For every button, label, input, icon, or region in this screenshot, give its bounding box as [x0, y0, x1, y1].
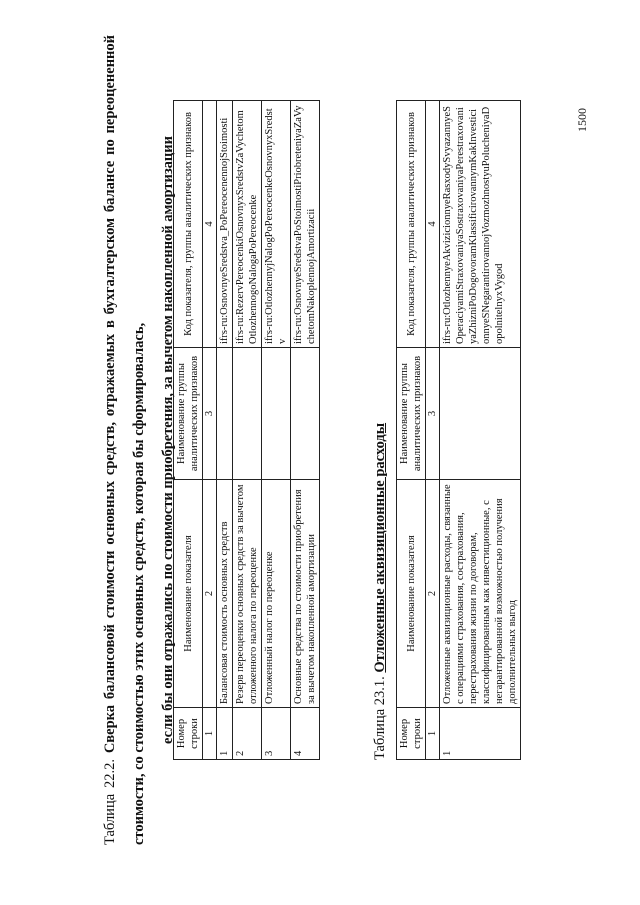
row-name: Отложенные аквизиционные расходы, связанные с операциями страхования, сострахования, перестрахования жизни по договорам, классифицированным как инвестиционные, с негарантированной возможностью получения дополнительных выгод	[440, 480, 521, 708]
row-name: Резерв переоценки основных средств за вычетом отложенного налога по переоценке	[233, 480, 262, 708]
row-code: ifrs-ru:OtlozhennyeAkvizicionnyeRasxodySvyazannyeSOperaciyamiStraxovaniyaSostraxovaniyaPerestraxovaniyaZhizniPoDogovoramKlassificirovannymKakInvesticionnyeSNegarantirovannojVozmozhnostyuPolucheniyaDopolnitelnyxVygod	[440, 101, 521, 348]
row-number: 3	[262, 708, 291, 760]
header-cell: Код показателя, группы аналитических признаков	[397, 101, 426, 348]
table-22-2-caption	[96, 35, 183, 845]
table-22-2-title-line-1: Сверка балансовой стоимости основных средств, отражаемых в бухгалтерском балансе по	[102, 139, 118, 754]
table-row	[217, 101, 233, 760]
page-number: 1500	[575, 108, 589, 132]
header-cell: Наименование группы аналитических признаков	[174, 348, 203, 480]
column-number: 1	[426, 708, 440, 760]
table-22-2-title-line-3: если бы они отражались по стоимости приобретения, за вычетом накопленной амортизации	[160, 136, 176, 744]
row-name: Основные средства по стоимости приобретения за вычетом накопленной амортизации	[291, 480, 320, 708]
table-row	[440, 101, 521, 760]
column-number: 4	[203, 101, 217, 348]
row-code: ifrs-ru:OtlozhennyjNalogPoPereocenkeOsnovnyxSredstv	[262, 101, 291, 348]
column-number: 3	[426, 348, 440, 480]
table-row	[262, 101, 291, 760]
column-number: 3	[203, 348, 217, 480]
column-number-row	[426, 101, 440, 760]
row-name: Отложенный налог по переоценке	[262, 480, 291, 708]
row-group	[217, 348, 233, 480]
table-row	[233, 101, 262, 760]
table-23-1-caption	[372, 423, 389, 760]
table-22-2-label: Таблица 22.2.	[102, 759, 118, 845]
table-header-row	[397, 101, 426, 760]
table-row	[291, 101, 320, 760]
column-number: 2	[426, 480, 440, 708]
column-number: 1	[203, 708, 217, 760]
row-number: 4	[291, 708, 320, 760]
header-cell: Номер строки	[397, 708, 426, 760]
row-name: Балансовая стоимость основных средств	[217, 480, 233, 708]
table-header-row	[174, 101, 203, 760]
row-group	[291, 348, 320, 480]
row-code: ifrs-ru:OsnovnyeSredstvaPoStoimostiPriobreteniyaZaVychetomNakoplennojAmortizacii	[291, 101, 320, 348]
column-number-row	[203, 101, 217, 760]
header-cell: Номер строки	[174, 708, 203, 760]
header-cell: Наименование показателя	[397, 480, 426, 708]
column-number: 2	[203, 480, 217, 708]
table-22-2	[173, 100, 320, 760]
column-number: 4	[426, 101, 440, 348]
header-cell: Наименование показателя	[174, 480, 203, 708]
row-number: 1	[440, 708, 521, 760]
row-group	[440, 348, 521, 480]
row-code: ifrs-ru:OsnovnyeSredstva_PoPereocenennojStoimosti	[217, 101, 233, 348]
row-group	[262, 348, 291, 480]
header-cell: Наименование группы аналитических признаков	[397, 348, 426, 480]
header-cell: Код показателя, группы аналитических признаков	[174, 101, 203, 348]
row-number: 2	[233, 708, 262, 760]
row-group	[233, 348, 262, 480]
table-23-1	[396, 100, 521, 760]
table-23-1-label: Таблица 23.1.	[372, 676, 388, 760]
table-23-1-title: Отложенные аквизиционные расходы	[372, 422, 388, 673]
row-number: 1	[217, 708, 233, 760]
table-22-2-title-line-2: переоцененной стоимости, со стоимостью этих основных средств, которая бы сформировалась,	[102, 34, 147, 845]
row-code: ifrs-ru:RezervPereocenkiOsnovnyxSredstvZaVychetomOtlozhennogoNalogaPoPereocenke	[233, 101, 262, 348]
